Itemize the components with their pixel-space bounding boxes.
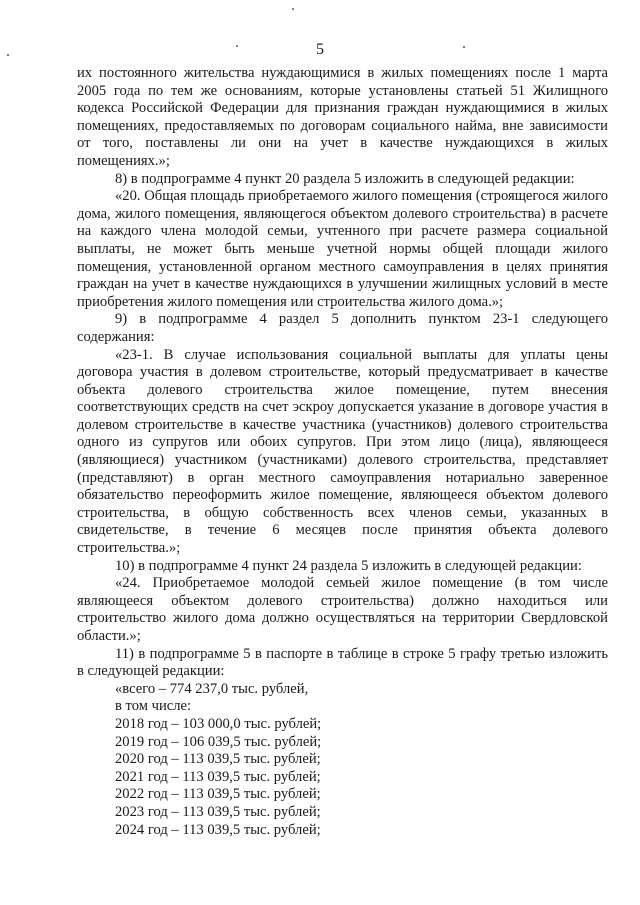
scan-speck bbox=[7, 54, 9, 56]
paragraph-continuation: их постоянного жительства нуждающимися в жилых помещениях после 1 марта 2005 года по тем же основаниям, которые установлены статьей 51 Жилищного кодекса Российской Федерации для признания граждан нуждающимися в жилых помещениях, предоставляемых по договорам социального найма, вне зависимости от того, поставлены ли они на учет в качестве нуждающихся в жилых помещениях.»; bbox=[77, 65, 608, 169]
scan-speck bbox=[463, 46, 465, 48]
funding-year-row: 2024 год – 113 039,5 тыс. рублей; bbox=[115, 821, 321, 838]
funding-amounts-list bbox=[115, 681, 608, 839]
paragraph-point-23-1: «23-1. В случае использования социальной выплаты для уплаты цены договора участия в долевом строительстве, который предусматривает в качестве объекта долевого строительства жилое помещение, путем внесения соответствующих средств на счет эскроу допускается указание в договоре участия в долевом строительстве в качестве участника (участников) долевого строительства одного из супругов или обоих супругов. При этом лицо (лица), являющееся (являющиеся) участником (участниками) долевого строительства, представляет (представляют) в орган местного самоуправления нотариально заверенное обязательство переоформить жилое помещение, являющееся объектом долевого строительства, в общую собственность всех членов семьи, указанных в свидетельстве, в течение 6 месяцев после принятия объекта долевого строительства.»; bbox=[77, 346, 608, 557]
funding-year-row: 2023 год – 113 039,5 тыс. рублей; bbox=[115, 803, 321, 820]
funding-subtitle: в том числе: bbox=[115, 698, 192, 715]
paragraph-point-20: «20. Общая площадь приобретаемого жилого помещения (строящегося жилого дома, жилого помещения, являющегося объектом долевого строительства) в расчете на каждого члена молодой семьи, учтенного при расчете размера социальной выплаты, не может быть меньше учетной нормы общей площади жилого помещения, установленной органом местного самоуправления в целях принятия граждан на учет в качестве нуждающихся в улучшении жилищных условий в месте приобретения жилого помещения или строительства жилого дома.»; bbox=[77, 188, 608, 310]
paragraph-item-9: 9) в подпрограмме 4 раздел 5 дополнить пунктом 23-1 следующего содержания: bbox=[77, 311, 608, 345]
document-body bbox=[77, 65, 608, 839]
scan-speck bbox=[236, 45, 238, 47]
funding-year-row: 2019 год – 106 039,5 тыс. рублей; bbox=[115, 733, 322, 750]
scan-speck bbox=[292, 8, 294, 10]
paragraph-item-11: 11) в подпрограмме 5 в паспорте в таблице в строке 5 графу третью изложить в следующей редакции: bbox=[77, 645, 608, 680]
page-number: 5 bbox=[316, 41, 324, 58]
funding-year-row: 2018 год – 103 000,0 тыс. рублей; bbox=[115, 715, 322, 732]
funding-year-row: 2021 год – 113 039,5 тыс. рублей; bbox=[115, 768, 321, 785]
paragraph-item-10: 10) в подпрограмме 4 пункт 24 раздела 5 изложить в следующей редакции: bbox=[115, 557, 582, 574]
funding-year-row: 2020 год – 113 039,5 тыс. рублей; bbox=[115, 751, 321, 768]
funding-total: «всего – 774 237,0 тыс. рублей, bbox=[115, 680, 309, 697]
funding-year-row: 2022 год – 113 039,5 тыс. рублей; bbox=[115, 786, 321, 803]
paragraph-item-8: 8) в подпрограмме 4 пункт 20 раздела 5 изложить в следующей редакции: bbox=[115, 170, 575, 187]
paragraph-point-24: «24. Приобретаемое молодой семьей жилое помещение (в том числе являющееся объектом долевого строительства) должно находиться или строительство жилого дома должно осуществляться на территории Свердловской области.»; bbox=[77, 575, 608, 644]
